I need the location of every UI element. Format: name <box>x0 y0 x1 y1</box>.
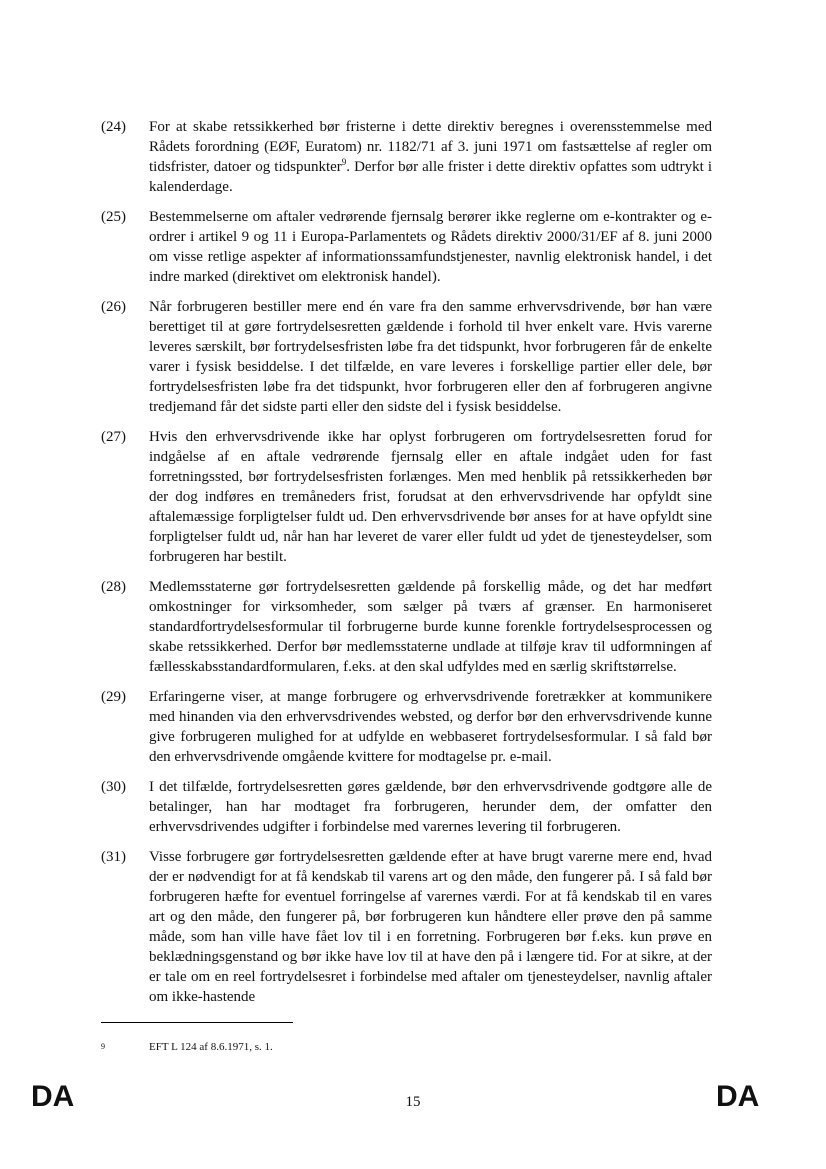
recital-number: (24) <box>101 119 126 135</box>
recital-26 <box>101 297 712 417</box>
footnote-text: EFT L 124 af 8.6.1971, s. 1. <box>149 1041 273 1053</box>
footnote <box>101 1040 712 1054</box>
recital-number: (25) <box>101 209 126 225</box>
recital-29 <box>101 687 712 767</box>
recital-number: (30) <box>101 779 126 795</box>
recital-24 <box>101 117 712 197</box>
recital-27 <box>101 427 712 567</box>
recital-number: (27) <box>101 429 126 445</box>
footnote-mark: 9 <box>101 1042 105 1051</box>
language-code-left: DA <box>31 1080 75 1113</box>
recitals-list <box>101 117 712 1017</box>
recital-text: Erfaringerne viser, at mange forbrugere og erhvervsdrivende foretrækker at kommunikere med hinanden via den erhvervsdrivendes websted, og derfor bør den erhvervsdrivende kunne give forbrugeren mulighed for at udfylde en webbaseret fortrydelsesformular. I så fald bør den erhvervsdrivende omgående kvittere for modtagelse pr. e-mail. <box>149 689 712 765</box>
footnote-divider <box>101 1022 293 1023</box>
recital-31 <box>101 847 712 1007</box>
recital-number: (28) <box>101 579 126 595</box>
recital-25 <box>101 207 712 287</box>
recital-number: (31) <box>101 849 126 865</box>
footnote-reference[interactable]: 9 <box>341 157 347 167</box>
recital-text: For at skabe retssikkerhed bør fristerne i dette direktiv beregnes i overensstemmelse med Rådets forordning (EØF, Euratom) nr. 1182/71 af 3. juni 1971 om fastsættelse af regler om tidsfrister, datoer og tidspunkter$^9$. Derfor bør alle frister i dette direktiv opfattes som udtrykt i kalenderdage. <box>149 119 712 195</box>
recital-28 <box>101 577 712 677</box>
recital-text: Hvis den erhvervsdrivende ikke har oplyst forbrugeren om fortrydelsesretten forud for indgåelse af en aftale vedrørende fjernsalg eller en aftale indgået uden for fast forretningssted, bør fortrydelsesfristen forlænges. Men med henblik på retssikkerheden bør der dog indføres en tremåneders frist, forudsat at den erhvervsdrivende har opfyldt sine aftalemæssige forpligtelser fuldt ud. Den erhvervsdrivende bør anses for at have opfyldt sine forpligtelser fuldt ud, når han har leveret de varer eller fuldt ud ydet de tjenesteydelser, som forbrugeren har bestilt. <box>149 429 712 565</box>
recital-text: I det tilfælde, fortrydelsesretten gøres gældende, bør den erhvervsdrivende godtgøre alle de betalinger, han har modtaget fra forbrugeren, herunder dem, der omfatter den erhvervsdrivendes udgifter i forbindelse med varernes levering til forbrugeren. <box>149 779 712 835</box>
recital-text: Medlemsstaterne gør fortrydelsesretten gældende på forskellig måde, og det har medført omkostninger for virksomheder, som sælger på tværs af grænser. En harmoniseret standardfortrydelsesformular til forbrugerne burde kunne forenkle fortrydelsesprocessen og skabe retssikkerhed. Derfor bør medlemsstaterne undlade at tilføje krav til udformningen af fællesskabsstandardformularen, f.eks. at den skal udfyldes med en særlig skriftstørrelse. <box>149 579 712 675</box>
recital-30 <box>101 777 712 837</box>
recital-number: (29) <box>101 689 126 705</box>
page-number: 15 <box>405 1094 421 1110</box>
recital-number: (26) <box>101 299 126 315</box>
recital-text: Bestemmelserne om aftaler vedrørende fjernsalg berører ikke reglerne om e-kontrakter og e-ordrer i artikel 9 og 11 i Europa-Parlamentets og Rådets direktiv 2000/31/EF af 8. juni 2000 om visse retlige aspekter af informationssamfundstjenester, navnlig elektronisk handel, i det indre marked (direktivet om elektronisk handel). <box>149 209 712 285</box>
recital-text: Når forbrugeren bestiller mere end én vare fra den samme erhvervsdrivende, bør han være berettiget til at gøre fortrydelsesretten gældende i forhold til hver enkelt vare. Hvis varerne leveres særskilt, bør fortrydelsesfristen løbe fra det tidspunkt, hvor forbrugeren får de enkelte varer i fysisk besiddelse. I det tilfælde, en vare leveres i forskellige partier eller dele, bør fortrydelsesfristen løbe fra det tidspunkt, hvor forbrugeren eller den af forbrugeren angivne tredjemand får det sidste parti eller den sidste del i fysisk besiddelse. <box>149 299 712 415</box>
recital-text: Visse forbrugere gør fortrydelsesretten gældende efter at have brugt varerne mere end, hvad der er nødvendigt for at få kendskab til varens art og den måde, den fungerer på. I så fald bør forbrugeren hæfte for eventuel forringelse af varernes værdi. For at få kendskab til en vares art og den måde, den fungerer på, bør forbrugeren kun håndtere eller prøve den på samme måde, som han ville have fået lov til i en forretning. Forbrugeren bør f.eks. kun prøve en beklædningsgenstand og bør ikke have lov til at have den på i længere tid. For at sikre, at der er tale om en reel fortrydelsesret i forbindelse med aftaler om tjenesteydelser, navnlig aftaler om ikke-hastende <box>149 849 712 1005</box>
language-code-right: DA <box>716 1080 760 1113</box>
